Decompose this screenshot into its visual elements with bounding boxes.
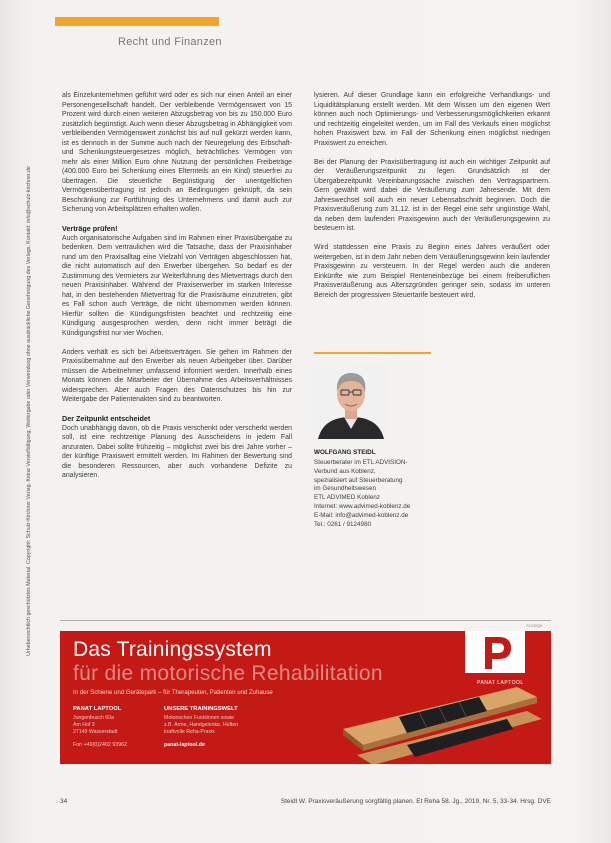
author-phone: Tel.: 0261 / 9124980 bbox=[314, 520, 372, 528]
ad-world-line: Motorischen Funktionen sowie bbox=[164, 715, 235, 721]
author-email: E-Mail: info@advimed-koblenz.de bbox=[314, 511, 409, 519]
ad-company-line: Jungenbusch 60a bbox=[73, 715, 114, 721]
section-color-bar bbox=[55, 17, 219, 26]
author-name: WOLFGANG STEIDL bbox=[314, 449, 376, 456]
author-divider bbox=[314, 352, 431, 354]
ad-headline: Das Trainingssystem bbox=[73, 638, 272, 661]
ad-phone: Fon +49(0)2402 93962 bbox=[73, 742, 128, 748]
brand-logo bbox=[465, 631, 525, 673]
ad-world-heading: UNSERE TRAININGSWELT bbox=[164, 706, 238, 712]
author-website: Internet: www.advimed-koblenz.de bbox=[314, 502, 411, 510]
paragraph: Doch unabhängig davon, ob die Praxis verschenkt oder verscherkt werden soll, ist eine rechtzeitige Planung des Ausscheidens in jedem Fall anzuraten. Dabei sollte frühzeitig – möglichst zwei bis drei Jahre vorher – der künftige Praxiswert ermittelt werden. Im Rahmen der Bewertung sind die besonderen Ressourcen, aber auch vorhandene Defizite zu analysieren. bbox=[62, 424, 292, 479]
ad-label: Anzeige bbox=[526, 623, 543, 628]
training-device-image bbox=[337, 685, 542, 764]
author-bio-line: ETL ADVIMED Koblenz bbox=[314, 494, 380, 502]
ad-company-line: 27149 Wasserstadt bbox=[73, 729, 118, 735]
citation: Steidl W. Praxisveräußerung sorgfältig planen. Et Reha 58. Jg., 2019, Nr. 5, 33-34. Hrsg. DVE bbox=[280, 798, 551, 805]
brand-logo-text: PANAT LAPTOOL bbox=[477, 680, 524, 686]
author-bio bbox=[314, 459, 464, 529]
copyright-side-note: Urheberrechtlich geschütztes Material. Copyright: Schulz-Kirchner Verlag. Keine Vervielfältigung, Weitergabe oder Verwendung ohne ausdrückliche Genehmigung des Verlags. Kontakt: info@schulz-kirchner.de bbox=[26, 166, 32, 656]
ad-company-line: Am Hof 3 bbox=[73, 722, 95, 728]
ad-world-line: kraftvolle Reha-Praxis bbox=[164, 729, 215, 735]
author-bio-line: Steuerberater im ETL ADVISION- bbox=[314, 459, 408, 466]
ad-company-heading: PANAT LAPTOOL bbox=[73, 706, 122, 712]
paragraph: Anders verhält es sich bei Arbeitsverträgen. Sie gehen im Rahmen der Praxisübernahme auf den Erwerber als neuen Arbeitgeber über. Darüber müssen die Arbeitnehmer umfassend informiert werden. Innerhalb eines Monats können die Mitarbeiter der Übernahme des Arbeitsverhältnisses widersprechen. Aber auch Fragen des Datenschutzes bis hin zur Weitergabe der Patientenakten sind zu beantworten. bbox=[62, 348, 292, 403]
author-bio-line: Verbund aus Koblenz, bbox=[314, 467, 376, 475]
paragraph: Bei der Planung der Praxisübertragung ist auch ein wichtiger Zeitpunkt auf der Veräußerungszeitpunkt zu legen. Grundsätzlich ist der Übergabezeitpunkt Vereinbarungssache zwischen den Vertragspartnern. Gern gewählt wird dabei die Veräußerung zum Jahresende. Mit dem Jahreswechsel soll auch ein neuer Lebensabschnitt beginnen. Doch die Praxisveräußerung zum 31.12. ist in der Regel eine sehr ungünstige Wahl, da neben dem laufenden Praxisgewinn auch der Veräußerungsgewinn zu besteuern ist. bbox=[314, 158, 550, 232]
page-number: 34 bbox=[60, 798, 68, 805]
author-bio-line: im Gesundheitswesen bbox=[314, 485, 376, 493]
ad-divider bbox=[60, 620, 551, 621]
author-photo bbox=[314, 363, 388, 439]
subheading: Der Zeitpunkt entscheidet bbox=[62, 414, 151, 423]
paragraph: Auch organisatorische Aufgaben sind im Rahmen einer Praxisübergabe zu bedenken. Dem vertraulichen wird die Tatsache, dass der Praxisinhaber rund um den Praxisalltag eine Vielzahl von Verträgen abgeschlossen hat, die nicht automatisch auf den Erwerber übergehen. So bedarf es der Zustimmung des Vermieters zur Weiterführung des Mietvertrags durch den neuen Praxisinhaber. Während der Praxiserwerber im starken Interesse hat, in den bestehenden Mietvertrag für die Praxisräume einzutreten, gibt es Fall schon auch Verträge, die nicht übernommen werden können. Hierfür sollten die Kündigungsfristen beachtet und rechtzeitig eine Kündigung ausgesprochen werden, denn nicht immer beträgt die Kündigungsfrist nur vier Wochen. bbox=[62, 234, 292, 337]
author-bio-line: spezialisiert auf Steuerberatung bbox=[314, 476, 403, 484]
ad-tagline: In der Schiene und Gerätepark – für Therapeuten, Patienten und Zuhause bbox=[73, 689, 273, 696]
paragraph: lysieren. Auf dieser Grundlage kann ein erfolgreiche Verhandlungs- und Liquiditätsplanung erstellt werden. Mit dem Wissen um den eigenen Wert können auch noch Optimierungs- und Verbesserungsmöglichkeiten erkannt und rechtzeitig eingeleitet werden, um im Fall des Verkaufs einen möglichst hohen Praxiswert bzw. im Fall der Schenkung einen möglichst niedrigen Praxiswert zu erreichen. bbox=[314, 92, 550, 147]
ad-world-block bbox=[164, 706, 284, 736]
ad-subheadline: für die motorische Rehabilitation bbox=[73, 662, 383, 685]
section-title: Recht und Finanzen bbox=[118, 36, 222, 48]
ad-world-line: z.B. Arme, Handgelenke, Hüften bbox=[164, 722, 239, 728]
right-column bbox=[314, 91, 550, 310]
advertisement bbox=[60, 631, 551, 764]
paragraph: als Einzelunternehmen geführt wird oder es sich nur einen Anteil an einer Personengesellschaft handelt. Der verbleibende Vermögenswert von 15 Prozent wird durch einen weiteren Abzugsbetrag von bis zu 150.000 Euro zusätzlich begünstigt. Auch wenn dieser Abzugsbetrag in Abhängigkeit vom verbleibenden Vermögenswert zunächst bis auf null gekürzt werden kann, ist es dennoch in der Summe auch nach der Neuregelung des Erbschaft- und Schenkungsteuergesetzes möglich, beträchtliches Vermögen von mehr als einer Million Euro ohne Nutzung der persönlichen Freibeträge (400.000 Euro bei Schenkung eines Elternteils an ein Kind) steuerfrei zu übertragen. Die steuerliche Begünstigung der unentgeltlichen Vermögensübertragung ist jedoch an Bedingungen geknüpft, da sein Beschränkung zur Fortführung des Unternehmens und damit auch zur Sicherung von Arbeitsplätzen erhalten wollen. bbox=[62, 92, 292, 213]
left-column bbox=[62, 91, 292, 490]
ad-website-link[interactable]: panat-laptool.de bbox=[164, 742, 205, 748]
subheading: Verträge prüfen! bbox=[62, 224, 118, 233]
paragraph: Wird stattdessen eine Praxis zu Beginn eines Jahres veräußert oder weitergeben, ist in dem Jahr neben dem Veräußerungsgewinn kein laufender Praxisgewinn zu versteuern. In der Regel werden auch die anderen Einkünfte wie zum Beispiel Renteneinbezüge bei einem freiberuflichen Praxisveräußerung aus Alterszgründen geringer sein, sodass im unteren Bereich der progressiven Steuertarife besteuert wird. bbox=[314, 244, 550, 299]
